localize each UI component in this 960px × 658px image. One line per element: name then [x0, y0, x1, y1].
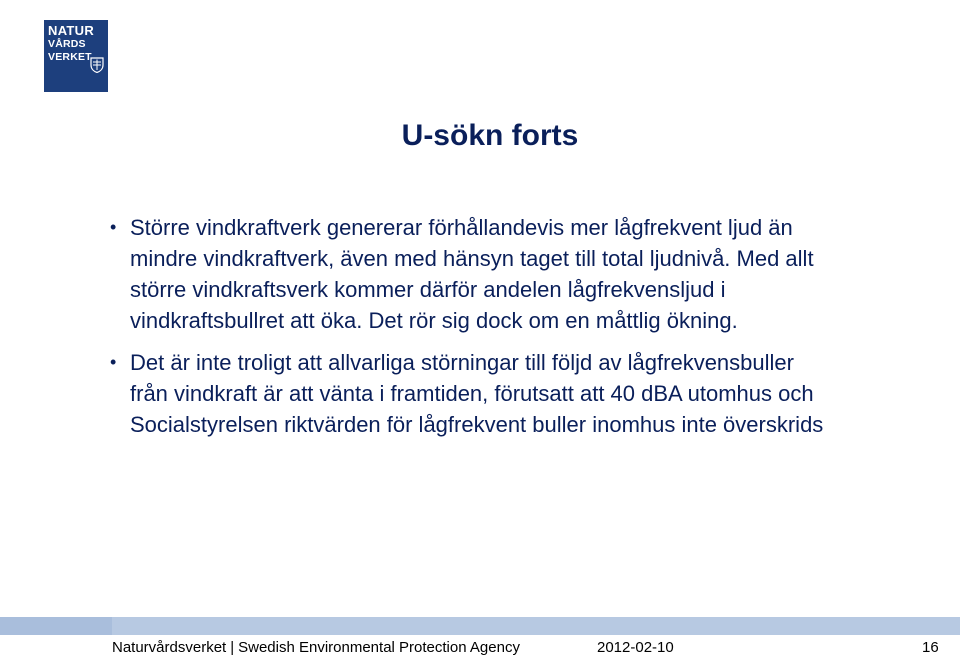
footer-band-inner: [112, 617, 960, 635]
footer-organization: [112, 638, 520, 658]
footer-org: Naturvårdsverket: [112, 639, 227, 656]
bullet-item: [108, 212, 828, 336]
crest-icon: [90, 57, 104, 73]
logo-line-1: NATUR: [48, 23, 95, 38]
footer-band: [0, 617, 960, 635]
logo-line-3: VERKET: [48, 51, 92, 63]
bullet-item: [108, 347, 828, 440]
slide-title: U-sökn forts: [401, 119, 579, 152]
footer-date: 2012-02-10: [597, 639, 674, 656]
footer-separator: |: [230, 639, 235, 656]
footer-org-en: Swedish Environmental Protection Agency: [238, 639, 520, 656]
logo-line-2: VÅRDS: [48, 38, 86, 50]
bullet-text: Större vindkraftverk genererar förhållandevis mer lågfrekvent ljud än mindre vindkraftverk, även med hänsyn taget till total ljudnivå. Med allt större vindkraftsverk kommer därför andelen lågfrekvensljud i vindkraftsbullret att öka. Det rör sig dock om en måttlig ökning.: [130, 215, 814, 333]
bullet-glyph: •: [110, 352, 117, 372]
footer-page-number: 16: [922, 639, 939, 656]
bullet-text: Det är inte troligt att allvarliga störningar till följd av lågfrekvensbuller från vindkraft är att vänta i framtiden, förutsatt att 40 dBA utomhus och Socialstyrelsen riktvärden för lågfrekvent buller inomhus inte överskrids: [130, 350, 824, 437]
bullet-glyph: •: [110, 217, 117, 237]
bullet-list: [108, 212, 828, 440]
naturvardsverket-logo: [44, 20, 108, 92]
